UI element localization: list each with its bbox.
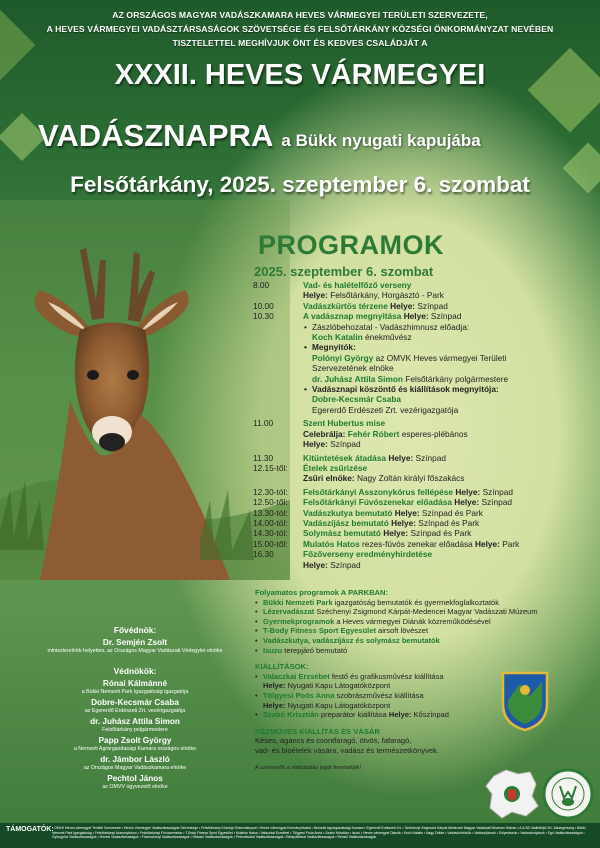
schedule-row [253, 549, 598, 570]
sub-text: Megnyitók: [312, 342, 356, 353]
place: Színpad [482, 486, 514, 497]
invitation-line: AZ ORSZÁGOS MAGYAR VADÁSZKAMARA HEVES VÁRMEGYEI TERÜLETI SZERVEZETE, [112, 10, 488, 20]
item-title: Gyermekprogramok [263, 616, 335, 626]
sub-text: esperes-plébános [401, 428, 468, 439]
time: 13.30-tól: [253, 507, 288, 518]
place: Színpad [481, 497, 512, 508]
item-title: Vadászkutya, vadászíjász és solymász bemutatók [263, 635, 440, 645]
place: Színpad [417, 300, 448, 311]
patron-name: dr. Jámbor László [100, 755, 170, 764]
person-name: Fehér Róbert [347, 428, 400, 439]
place: Kőszínpad [413, 710, 449, 720]
event-subtitle: a Bükk nyugati kapujába [281, 131, 481, 150]
place-label: Helye: [403, 311, 429, 322]
schedule-row [253, 508, 598, 518]
place: Színpad [330, 439, 361, 450]
item-text: festő és grafikusművész kiállítása [331, 671, 444, 681]
sub-text: Vadásznapi köszöntő és kiállítások megnyitója: [312, 384, 499, 395]
time: 8.00 [253, 280, 270, 290]
patron-role: az OMVV ügyvezető elnöke [102, 784, 168, 790]
event-title: XXXII. HEVES VÁRMEGYEI [114, 58, 486, 91]
patron-role: Felsőtárkány polgármestere [102, 727, 168, 733]
sub-text: Felsőtárkány polgármestere [405, 373, 509, 384]
patron-role: az Országos Magyar Vadászkamara elnöke [83, 765, 187, 771]
time: 12.50-től: [253, 497, 288, 508]
item-text: szobrászművész kiállítása [336, 690, 424, 700]
place-label: Helye: [394, 507, 420, 518]
schedule-row [253, 528, 598, 538]
event-name: Solymász bemutató [303, 528, 381, 539]
place-label: Helye: [303, 559, 328, 570]
park-item [255, 617, 555, 627]
person-name: Polónyi György [312, 352, 374, 363]
item-title: T-Body Fitness Sport Egyesület [263, 626, 376, 636]
disclaimer: A szervezők a változtatás jogát fenntartják! [255, 764, 362, 771]
event-title-main: VADÁSZNAPRA [38, 118, 274, 153]
invitation-line: TISZTELETTEL MEGHÍVJUK ÖNT ÉS KEDVES CSALÁDJÁT A [172, 38, 428, 49]
time: 10.30 [253, 311, 274, 322]
schedule-row [253, 280, 598, 301]
park-item [255, 646, 555, 656]
invitation-header [0, 8, 600, 93]
sub-text: rezes-fúvós zenekar előadása [362, 538, 473, 549]
sub-text: Zászlóbehozatal - Vadászhimnusz előadja: [312, 321, 470, 332]
item-text: a Heves vármegyei Diánák közreműködésével [336, 616, 491, 626]
time: 10.00 [253, 300, 274, 311]
place-label: Helye: [390, 300, 416, 311]
place: Színpad [415, 452, 446, 463]
park-item [255, 607, 555, 617]
hunters-association-round-logo [542, 768, 594, 820]
patrons-heading: Védnökök: [113, 666, 157, 676]
place-label: Helye: [303, 439, 328, 450]
place-label: Helye: [263, 700, 286, 710]
event-name: A vadásznap megnyitása [303, 311, 402, 322]
park-item [255, 626, 555, 636]
place: Színpad [430, 311, 462, 322]
place: Színpad és Park [418, 517, 480, 528]
time: 12.15-től: [253, 462, 288, 473]
place: Színpad és Park [421, 507, 483, 518]
item-title: Isuzu [263, 645, 283, 655]
invitation-line: A HEVES VÁRMEGYEI VADÁSZTÁRSASÁGOK SZÖVETSÉGE ÉS FELSŐTÁRKÁNY KÖZSÉGI ÖNKORMÁNYZAT NEVÉBEN [46, 24, 554, 35]
sub-item [303, 342, 598, 352]
place-label: Helye: [388, 710, 412, 720]
sub-text: Szervezetének elnöke [312, 363, 394, 374]
place-label: Helye: [475, 538, 500, 549]
schedule-row [253, 311, 598, 415]
event-name: Vad- és halételfőző verseny [303, 280, 412, 290]
person-name: dr. Juhász Attila Simon [312, 373, 403, 384]
place: Nyugati Kapu Látogatóközpont [287, 700, 391, 710]
item-text: igazgatóság bemutatók és gyermekfoglalkoztatók [334, 597, 499, 607]
event-name: Ételek zsűrizése [303, 462, 368, 473]
item-title: Szabó Krisztián [263, 710, 319, 720]
event-name: Szent Hubertus mise [303, 418, 386, 429]
patron-role: a Nemzeti Agrárgazdasági Kamara országos elnöke [73, 746, 197, 752]
place-label: Helye: [303, 290, 328, 301]
label: Zsűri elnöke: [303, 473, 355, 484]
section-heading: KIÁLLÍTÁSOK: [255, 662, 309, 672]
item-title: Valaczkai Erzsébet [263, 671, 330, 681]
time: 14.00-tól: [253, 517, 288, 528]
event-name: Vadászkürtös térzene [303, 300, 388, 311]
sub-item [303, 322, 598, 332]
item-text: airsoft lövészet [378, 626, 429, 636]
schedule-row [253, 518, 598, 528]
patron-role: miniszterelnök-helyettes, az Országos Magyar Vadászati Védegylet elnöke [47, 648, 223, 654]
place-label: Helye: [455, 486, 481, 497]
patron-name: Dobre-Kecsmár Csaba [91, 698, 179, 707]
village-coat-of-arms-logo [500, 670, 550, 732]
label: Celebrálja: [303, 428, 346, 439]
program-heading: PROGRAMOK [258, 230, 444, 260]
patron-heading: Fővédnök: [113, 625, 157, 635]
schedule [253, 280, 598, 570]
schedule-row [253, 418, 598, 449]
time: 15.00-től: [253, 538, 288, 549]
roe-deer-illustration [0, 200, 290, 580]
place-label: Helye: [263, 681, 286, 691]
time: 16.30 [253, 549, 274, 560]
heves-county-map-logo [484, 768, 540, 820]
item-title: Bükki Nemzeti Park [263, 597, 333, 607]
item-text: Széchenyi Zsigmond Kárpát-Medencei Magyar Vadászati Múzeum [316, 607, 538, 617]
schedule-row [253, 301, 598, 311]
sub-text: énekművész [365, 332, 412, 343]
craft-text: Késes, agancs és csontfaragó, ötvös, fafaragó, [255, 736, 412, 746]
place-label: Helye: [383, 528, 409, 539]
patron-name: Pechtol János [107, 774, 163, 783]
time: 11.00 [253, 418, 274, 429]
item-title: Lézervadászat [263, 607, 315, 617]
sponsors-footer [0, 823, 600, 848]
time: 14.30-tól: [253, 528, 288, 539]
place: Színpad [330, 559, 361, 570]
schedule-row [253, 463, 598, 484]
event-name: Kitüntetések átadása [303, 452, 387, 463]
patrons-section [20, 618, 250, 790]
patron-name: Dr. Semjén Zsolt [102, 638, 168, 647]
event-name: Mulatós Hatos [303, 538, 360, 549]
schedule-row [253, 497, 598, 507]
schedule-row [253, 453, 598, 463]
item-title: Tölgyesi Poós Anna [263, 690, 335, 700]
sponsors-label: TÁMOGATÓK: [6, 826, 54, 833]
patron-role: az Egererdő Erdészeti Zrt. vezérigazgatója [84, 708, 186, 714]
place: Felsőtárkány, Horgásztó - Park [330, 290, 444, 301]
time: 12.30-tól: [253, 486, 288, 497]
sub-text: Nagy Zoltán királyi főszakács [356, 473, 465, 484]
sub-text: az OMVK Heves vármegyei Területi [375, 352, 507, 363]
person-name: Koch Katalin [312, 332, 363, 343]
place: Színpad és Park [410, 528, 472, 539]
event-date-line: Felsőtárkány, 2025. szeptember 6. szombat [70, 172, 530, 197]
place-label: Helye: [454, 497, 480, 508]
program-date: 2025. szeptember 6. szombat [254, 264, 434, 279]
patron-name: Papp Zsolt György [98, 736, 172, 745]
sub-text: Egererdő Erdészeti Zrt. vezérigazgatója [312, 404, 459, 415]
time: 11.30 [253, 452, 274, 463]
place-label: Helye: [391, 517, 416, 528]
section-heading: KÉZMŰVES KIÁLLÍTÁS ÉS VÁSÁR [255, 726, 380, 736]
item-text: preparátor kiállítása [320, 710, 387, 720]
schedule-row [253, 487, 598, 497]
place-label: Helye: [388, 452, 414, 463]
event-name: Vadászkutya bemutató [303, 507, 393, 518]
sub-item [303, 384, 598, 394]
patron-role: a Bükki Nemzeti Park Igazgatóság igazgatója [81, 689, 189, 695]
patron-name: Rónai Kálmánné [102, 679, 168, 688]
park-item [255, 636, 555, 646]
craft-text: vad- és bioételek vására, vadász és természetkönyvek. [255, 745, 439, 755]
park-item [255, 598, 555, 608]
schedule-row [253, 539, 598, 549]
patron-name: dr. Juhász Attila Simon [90, 717, 180, 726]
event-name: Vadászíjász bemutató [303, 517, 389, 528]
event-name: Felsőtárkányi Asszonykórus fellépése [303, 486, 454, 497]
place: Park [502, 538, 520, 549]
event-title-row [38, 118, 598, 154]
section-heading: Folyamatos programok A PARKBAN: [255, 588, 389, 597]
item-text: terepjáró bemutató [284, 645, 348, 655]
sponsors-list: • OMVK Heves vármegyei Területi Szervezete • Heves Vármegyei Vadásztársaságok Szövetsége • Felsőtárkány Községi Önkormányzat • Heves Vármegyei Kormányhivatal • Nemzeti Agrárgazdasági Kamara • Egererdő Erdészeti Zrt. • Széchenyi Zsigmond Kárpát-Medencei Magyar Vadászati Múzeum Hatvan • A & BZ Vadkőfejtő Zrt. Zalaegerszeg • Bükki Nemzeti Park Igazgatóság • Felsőtárkányi Asszonykórus • Felsőtárkányi Fúvószenekar • T-Body Fitness Sport Egyesület • Mulatós Hatos • Valaczkai Erzsébet • Tölgyesi Poós Anna • Szabó Krisztián • Isuzu • Heves vármegyei Diánák • Koch Katalin • Nagy Zoltán • Vadászkürtösök • Vadászíjászok • Solymászok • Vadászkutyások • Egri Vadásztársaságok • Gyöngyösi Vadásztársaságok • Hevesi Vadásztársaságok • Füzesabonyi Vadásztársaságok • Hatvani Vadásztársaságok • Pétervásárai Vadásztársaságok • Bélapátfalvai Vadásztársaságok • Recski Vadásztársaságok [52, 826, 586, 840]
event-name: Főzőverseny eredményhirdetése [303, 549, 433, 560]
place: Nyugati Kapu Látogatóközpont [287, 681, 391, 691]
person-name: Dobre-Kecsmár Csaba [312, 394, 401, 405]
event-name: Felsőtárkányi Fúvószenekar előadása [303, 497, 452, 508]
